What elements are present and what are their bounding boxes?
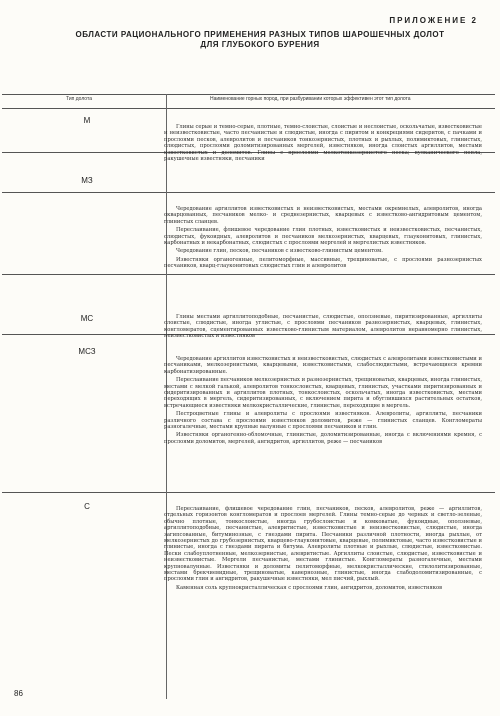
description-paragraph: Глины местами аргиллитоподобные, песчанистые, слюдистые, оползневые, пиритизированные, аргиллиты слоистые, слюдистые, иногда углистые, с прослоями песчаников разнозернистых, кварцевых, глинистых, конгломератов, сцементированных известково-глинистым материалом, алевролитов неравномерно глинистых, неизвестковистых и известняков xyxy=(164,314,482,340)
table-rule xyxy=(2,94,495,95)
rock-description xyxy=(164,206,482,304)
description-paragraph: Чередование аргиллитов известковистых и неизвестковистых, слюдистых с алевролитами известковистыми и песчаниками, мелкозернистыми, кварцевыми, известковистыми, слабослюдистыми, встречающиеся кремни карбонатизированные. xyxy=(164,356,482,375)
description-paragraph: Чередование глин, песков, песчаников с известково-глинистым цементом. xyxy=(176,248,383,255)
rock-description xyxy=(164,356,482,484)
description-paragraph: Глины серые и темно-серые, плотные, темно-слоистые, слоистые и неслоистые, оскольчатые, известковистые и неизвестковистые, часто песчанистые и слюдистые, иногда с пиритом и конкрециями сидеритов, с пачками и прослоями песков, алевролитов и песчаников тонкозернистых, плотных и рыхлых, полимиктовых, глинистых, слюдистых, прослоями доломитизированных мергелей, известняков, иногда слоистых аргиллитов, местами известковистых и доломитов. Глины с прослоями мелкотонкозернистого песка; вулканического пепла, ракушечные известняки, песчаники xyxy=(164,124,482,163)
rock-description xyxy=(164,314,482,356)
description-paragraph: Каменная соль крупнокристаллическая с прослоями глин, ангидритов, доломитов, известняков xyxy=(176,584,443,591)
description-paragraph: Известняки органогенно-обломочные, глинистые, доломитизированные, иногда с включениями кремня, с прослоями доломитов, мергелей, ангидритов, аргиллитов, реже — песчаников xyxy=(164,432,482,445)
rock-description xyxy=(164,124,482,196)
bit-type-code: МС xyxy=(80,314,94,323)
page-title xyxy=(60,30,460,50)
description-paragraph: Переслаивание, флишевое чередование глин плотных, известковистых и неизвестковистых, песчанистых, слюдистых, фукоидных, алевролитов и песчаников мелкозернистых, кварцевых, глауконитовых, глинистых, карбонатных и некарбонатных, слюдистых с прослоями мергелей и мергелистых известняков. xyxy=(164,227,482,247)
description-paragraph: Переслаивание песчаников мелкозернистых и разнозернистых, трещиноватых, кварцевых, иногда глинистых, местами с мелкой галькой, алевролитов тонкослоистых, кварцевых, глинистых, участками пиритизированных и сидеритизированных и аргиллитов плотных, тонкослоистых, оскольчатых, иногда известковистых, местами переходящих в мергель, сидеритизированных, с включением пирита и обуглившихся растительных остатков, встречающиеся известняки мелкокристаллические, глинистые, переходящие в мергель. xyxy=(164,377,482,409)
bit-type-code: М xyxy=(83,116,91,125)
bit-type-code: МСЗ xyxy=(78,347,96,356)
description-paragraph: Пестроцветные глины и алевролиты с прослоями известняков. Алевролиты, аргиллиты, песчаники различного состава с прослоями известняков доломитов, реже — глинистых сланцев. Конгломераты разногалечные, местами крупные валунные с прослоями песчаников и глин. xyxy=(164,411,482,431)
rock-description xyxy=(164,506,482,696)
title-line-1: ОБЛАСТИ РАЦИОНАЛЬНОГО ПРИМЕНЕНИЯ РАЗНЫХ ТИПОВ ШАРОШЕЧНЫХ ДОЛОТ xyxy=(75,30,445,39)
page-number: 86 xyxy=(14,689,23,698)
title-line-2: ДЛЯ ГЛУБОКОГО БУРЕНИЯ xyxy=(200,40,320,49)
table-rule xyxy=(2,108,495,109)
description-paragraph: Переслаивание, флишевое чередование глин, песчаников, песков, алевролитов, реже — аргиллитов, отдельных горизонтов конгломератов и прослоев мергелей. Глины темно-серые до черных и светло-зеленые, обычно плотные, тонкослоистые, иногда грубослоистые и комковатые, фукоидные, оползневые, аргиллитоподобные, песчанистые, алевритистые, известковистые и неизвестковистые, слюдистые, иногда загипсованные, битуминозные, с гнездами пирита. Песчаники различной плотности, иногда рыхлые, от мелкозернистых до грубозернистых, кварцево-глауконитовые, кварцевые, полимиктовые, часто известковистые и глинистые, иногда с гнездами пирита и битума. Алевролиты плотные и рыхлые, слюдистые, известковистые. Пески слабоуплотненные, мелкозернистые, алевритистые. Аргиллиты слоистые, слюдистые, известковистые и неизвестковистые. Мергели песчанистые, местами глинистые. Конгломераты разногалечные, местами крупновалунные. Известняки и доломиты пелитоморфные, мелкокристаллические, стилолитизированные, местами брекчиевидные, трещиноватые, кавернозные, глинистые, иногда слабодоломитизированные, с прослоями глин и ангидритов, ракушечные известняки, мел писчий, рыхлый. xyxy=(164,506,482,583)
description-paragraph: Чередование аргиллитов известковистых и неизвестковистых, местами окремнелых, алевролитов, иногда окварцованных, песчаников мелко- и среднезернистых, кварцевых с известково-ангидритовым цементом, глинистых сланцев. xyxy=(164,206,482,225)
table-rule xyxy=(2,492,495,493)
column-header-bit-type: Тип долота xyxy=(66,96,92,102)
bit-type-code: МЗ xyxy=(81,176,93,185)
bit-type-code: С xyxy=(84,502,90,511)
description-paragraph: Известняки органогенные, пелитоморфные, массивные, трещиноватые, с прослоями разнозернистых песчаников, кварц-глауконитовых слюдистых глин и алевролитов xyxy=(164,256,482,270)
column-header-rocks: Наименование горных пород, при разбуривании которых эффективен этот тип долота xyxy=(210,96,411,102)
rock-table xyxy=(2,94,495,699)
appendix-label: ПРИЛОЖЕНИЕ 2 xyxy=(389,16,478,25)
